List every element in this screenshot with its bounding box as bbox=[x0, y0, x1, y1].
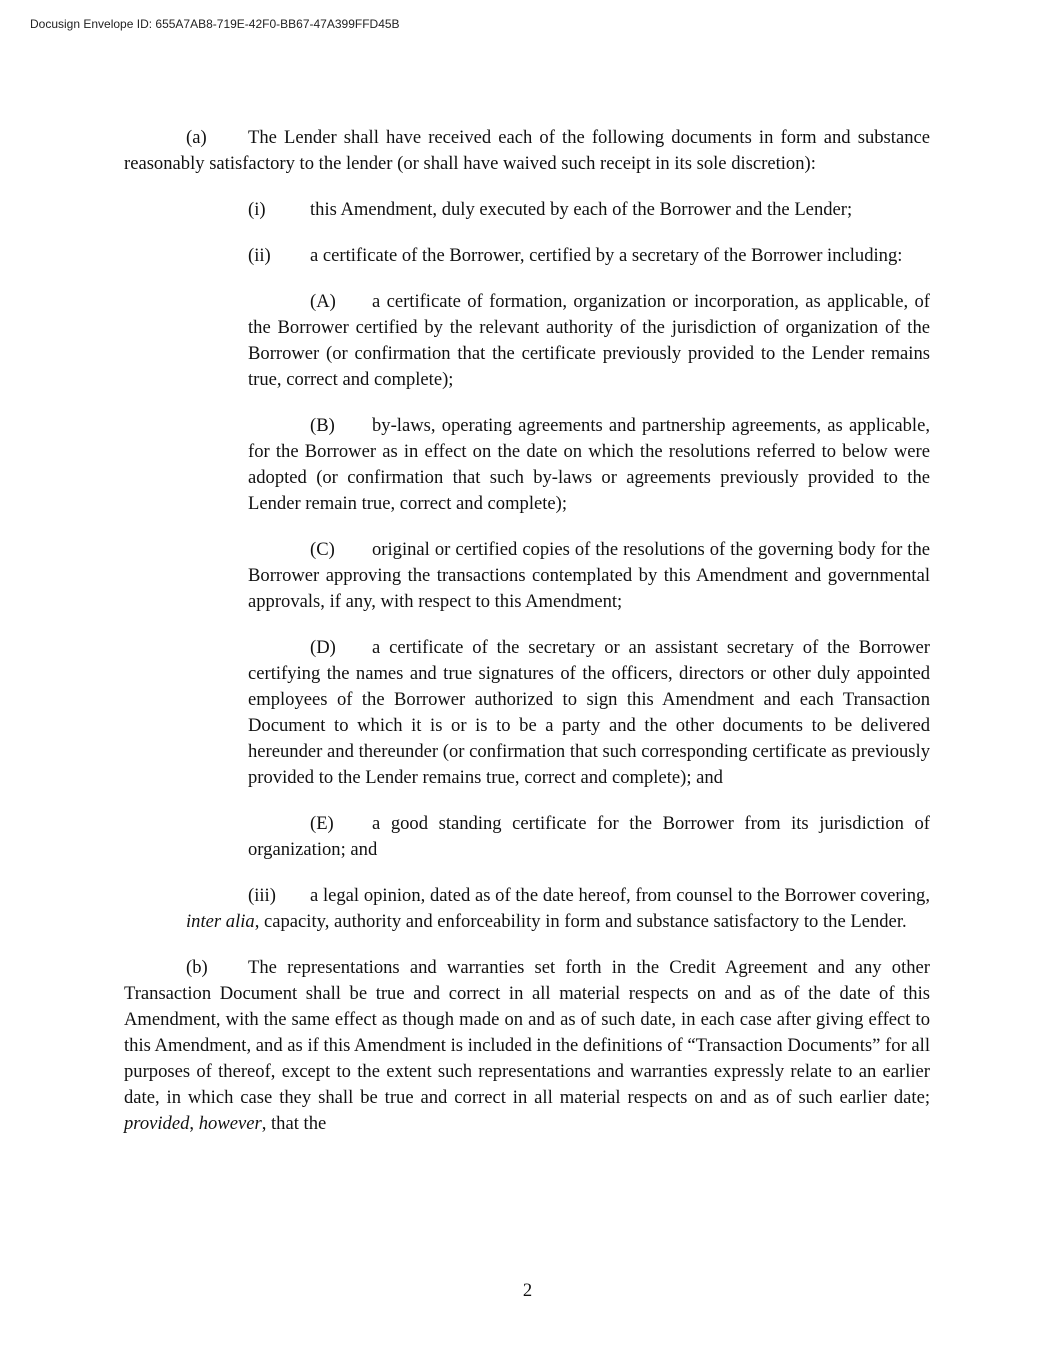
paragraph-text: a certificate of the secretary or an assistant secretary of the Borrower certifying the names and true signatures of the officers, directors or other duly appointed employees of the Borrower authorized to sign this Amendment and each Transaction Document to which it is or is to be a party and the other documents to be delivered hereunder and thereunder (or confirmation that such corresponding certificate as previously provided to the Lender remains true, correct and complete); and bbox=[248, 637, 930, 788]
paragraph-number: (D) bbox=[310, 637, 336, 658]
paragraph-number: (A) bbox=[310, 291, 336, 312]
paragraph-A bbox=[248, 289, 930, 393]
paragraph-B bbox=[248, 413, 930, 517]
paragraph-number: (C) bbox=[310, 539, 335, 560]
paragraph-b bbox=[124, 955, 930, 1137]
paragraph-text: a certificate of the Borrower, certified by a secretary of the Borrower including: bbox=[310, 245, 903, 266]
italic-term: however bbox=[198, 1113, 262, 1134]
paragraph-text: this Amendment, duly executed by each of the Borrower and the Lender; bbox=[310, 199, 853, 220]
paragraph-i bbox=[186, 197, 930, 223]
paragraph-text: The representations and warranties set forth in the Credit Agreement and any other Transaction Document shall be true and correct in all material respects on and as of the date of this Amendment, with the same effect as though made on and as of such date, in each case after giving effect to this Amendment, and as if this Amendment is included in the definitions of “Transaction Documents” for all purposes of thereof, except to the extent such representations and warranties expressly relate to an earlier date, in which case they shall be true and correct in all material respects on and as of such earlier date; bbox=[124, 957, 930, 1108]
paragraph-text: a legal opinion, dated as of the date hereof, from counsel to the Borrower covering, bbox=[310, 885, 930, 906]
page-number: 2 bbox=[522, 1280, 533, 1301]
punctuation: , bbox=[189, 1113, 195, 1134]
paragraph-number: (B) bbox=[310, 415, 335, 436]
paragraph-number: (iii) bbox=[248, 885, 276, 906]
paragraph-number: (i) bbox=[248, 199, 266, 220]
paragraph-text: , that the bbox=[261, 1113, 327, 1134]
paragraph-text: original or certified copies of the resolutions of the governing body for the Borrower approving the transactions contemplated by this Amendment and governmental approvals, if any, with respect to this Amendment; bbox=[248, 539, 930, 612]
paragraph-number: (ii) bbox=[248, 245, 271, 266]
document-body bbox=[124, 125, 930, 1137]
italic-term: inter alia bbox=[186, 911, 255, 932]
paragraph-number: (a) bbox=[186, 127, 207, 148]
italic-term: provided bbox=[124, 1113, 190, 1134]
paragraph-a bbox=[124, 125, 930, 177]
paragraph-number: (b) bbox=[186, 957, 208, 978]
paragraph-text: by-laws, operating agreements and partnership agreements, as applicable, for the Borrower as in effect on the date on which the resolutions referred to below were adopted (or confirmation that such by-laws or agreements previously provided to the Lender remain true, correct and complete); bbox=[248, 415, 930, 514]
paragraph-text: a certificate of formation, organization or incorporation, as applicable, of the Borrower certified by the relevant authority of the jurisdiction of organization of the Borrower (or confirmation that the certificate previously provided to the Lender remains true, correct and complete); bbox=[248, 291, 930, 390]
docusign-envelope-id: Docusign Envelope ID: 655A7AB8-719E-42F0-BB67-47A399FFD45B bbox=[30, 17, 400, 31]
paragraph-iii bbox=[186, 883, 930, 935]
paragraph-text: , capacity, authority and enforceability in form and substance satisfactory to the Lender. bbox=[254, 911, 907, 932]
paragraph-text: The Lender shall have received each of the following documents in form and substance reasonably satisfactory to the lender (or shall have waived such receipt in its sole discretion): bbox=[124, 127, 930, 174]
paragraph-number: (E) bbox=[310, 813, 334, 834]
paragraph-D bbox=[248, 635, 930, 791]
paragraph-C bbox=[248, 537, 930, 615]
paragraph-ii bbox=[186, 243, 930, 269]
paragraph-E bbox=[248, 811, 930, 863]
paragraph-text: a good standing certificate for the Borrower from its jurisdiction of organization; and bbox=[248, 813, 930, 860]
